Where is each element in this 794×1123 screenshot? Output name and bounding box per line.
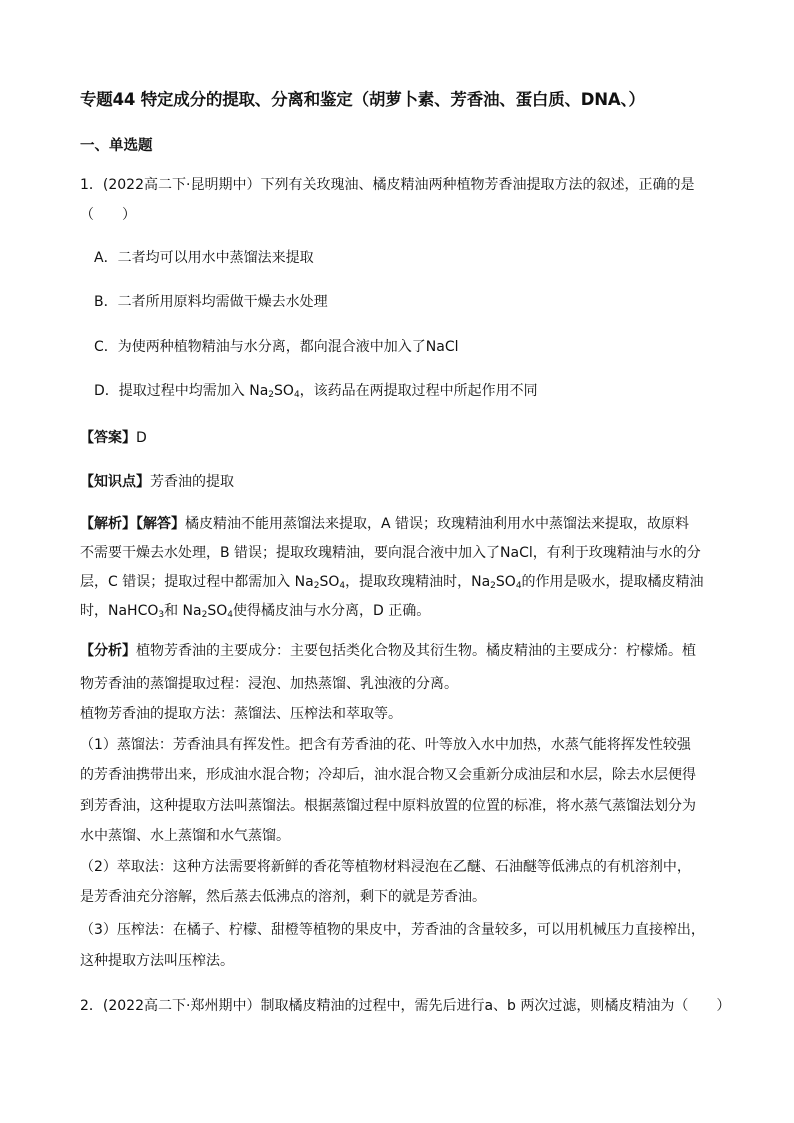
option-d	[94, 381, 538, 405]
explanation-line	[80, 514, 689, 534]
option-d-sub1: 2	[268, 390, 275, 400]
subscript: 3	[158, 610, 165, 620]
analysis-line: 到芳香油，这种提取方法叫蒸馏法。根据蒸馏过程中原料放置的位置的标准，将水蒸气蒸馏法划分为	[80, 798, 696, 814]
analysis-line: 这种提取方法叫压榨法。	[80, 953, 234, 969]
option-b: B．二者所用原料均需做干燥去水处理	[94, 294, 328, 310]
section-heading: 一、单选题	[80, 138, 153, 154]
analysis-line: （1）蒸馏法：芳香油具有挥发性。把含有芳香油的花、叶等放入水中加热，水蒸气能将挥发性较强	[80, 737, 691, 753]
subscript: 4	[515, 581, 522, 591]
analysis-line: 物芳香油的蒸馏提取过程：浸泡、加热蒸馏、乳浊液的分离。	[80, 676, 458, 692]
question-2-stem: 2．(2022高二下·郑州期中）制取橘皮精油的过程中，需先后进行a、b 两次过滤，则橘皮精油为（ ）	[80, 998, 731, 1014]
analysis-label: 【分析】	[80, 643, 136, 659]
option-d-post: ，该药品在两提取过程中所起作用不同	[299, 383, 538, 399]
question-1-blank: （ ）	[80, 207, 136, 223]
option-d-mid: SO	[274, 383, 294, 399]
knowledge-point-row	[80, 472, 234, 492]
option-a: A．二者均可以用水中蒸馏法来提取	[94, 250, 314, 266]
option-d-pre: D．提取过程中均需加入 Na	[94, 383, 269, 399]
option-c: C．为使两种植物精油与水分离，都向混合液中加入了NaCl	[94, 339, 459, 355]
analysis-line	[80, 641, 696, 661]
subscript: 2	[313, 581, 320, 591]
explanation-text: 时，NaHCO	[80, 603, 159, 619]
analysis-line: 植物芳香油的提取方法：蒸馏法、压榨法和萃取等。	[80, 706, 402, 722]
analysis-text: 植物芳香油的主要成分：主要包括类化合物及其衍生物。橘皮精油的主要成分：柠檬烯。植	[136, 643, 696, 659]
explanation-text: SO	[207, 603, 228, 619]
explanation-line	[80, 572, 704, 596]
subscript: 2	[201, 610, 208, 620]
answer-label: 【答案】	[80, 430, 136, 446]
subscript: 4	[227, 610, 233, 620]
explanation-text: 橘皮精油不能用蒸馏法来提取，A 错误；玫瑰精油利用水中蒸馏法来提取，故原料	[185, 516, 690, 532]
explanation-label: 【解析】【解答】	[80, 516, 185, 532]
explanation-line: 不需要干燥去水处理，B 错误；提取玫瑰精油，要向混合液中加入了NaCl，有利于玫瑰精油与水的分	[80, 545, 701, 561]
subscript: 2	[490, 581, 496, 591]
knowledge-point-value: 芳香油的提取	[150, 474, 234, 490]
explanation-text: 层，C 错误；提取过程中都需加入 Na	[80, 574, 314, 590]
analysis-line: 的芳香油携带出来，形成油水混合物；冷却后，油水混合物又会重新分成油层和水层，除去水层便得	[80, 767, 696, 783]
analysis-line: （3）压榨法：在橘子、柠檬、甜橙等植物的果皮中，芳香油的含量较多，可以用机械压力直接榨出，	[80, 922, 705, 938]
knowledge-point-label: 【知识点】	[80, 474, 150, 490]
explanation-text: 使得橘皮油与水分离，D 正确。	[233, 603, 431, 619]
explanation-text: SO	[495, 574, 516, 590]
explanation-text: ，提取玫瑰精油时，Na	[345, 574, 491, 590]
explanation-line	[80, 601, 430, 625]
answer-row	[80, 428, 147, 448]
explanation-text: 的作用是吸水，提取橘皮精油	[521, 574, 704, 590]
analysis-line: 是芳香油充分溶解，然后蒸去低沸点的溶剂，剩下的就是芳香油。	[80, 889, 486, 905]
explanation-text: 和 Na	[164, 603, 202, 619]
subscript: 4	[339, 581, 346, 591]
page-title: 专题44 特定成分的提取、分离和鉴定（胡萝卜素、芳香油、蛋白质、DNA、）	[80, 90, 645, 109]
option-d-sub2: 4	[293, 390, 300, 400]
analysis-line: 水中蒸馏、水上蒸馏和水气蒸馏。	[80, 828, 290, 844]
explanation-text: SO	[319, 574, 340, 590]
question-1-stem: 1．(2022高二下·昆明期中）下列有关玫瑰油、橘皮精油两种植物芳香油提取方法的叙述，正确的是	[80, 177, 695, 193]
analysis-line: （2）萃取法：这种方法需要将新鲜的香花等植物材料浸泡在乙醚、石油醚等低沸点的有机溶剂中，	[80, 859, 691, 875]
answer-value: D	[136, 430, 147, 446]
